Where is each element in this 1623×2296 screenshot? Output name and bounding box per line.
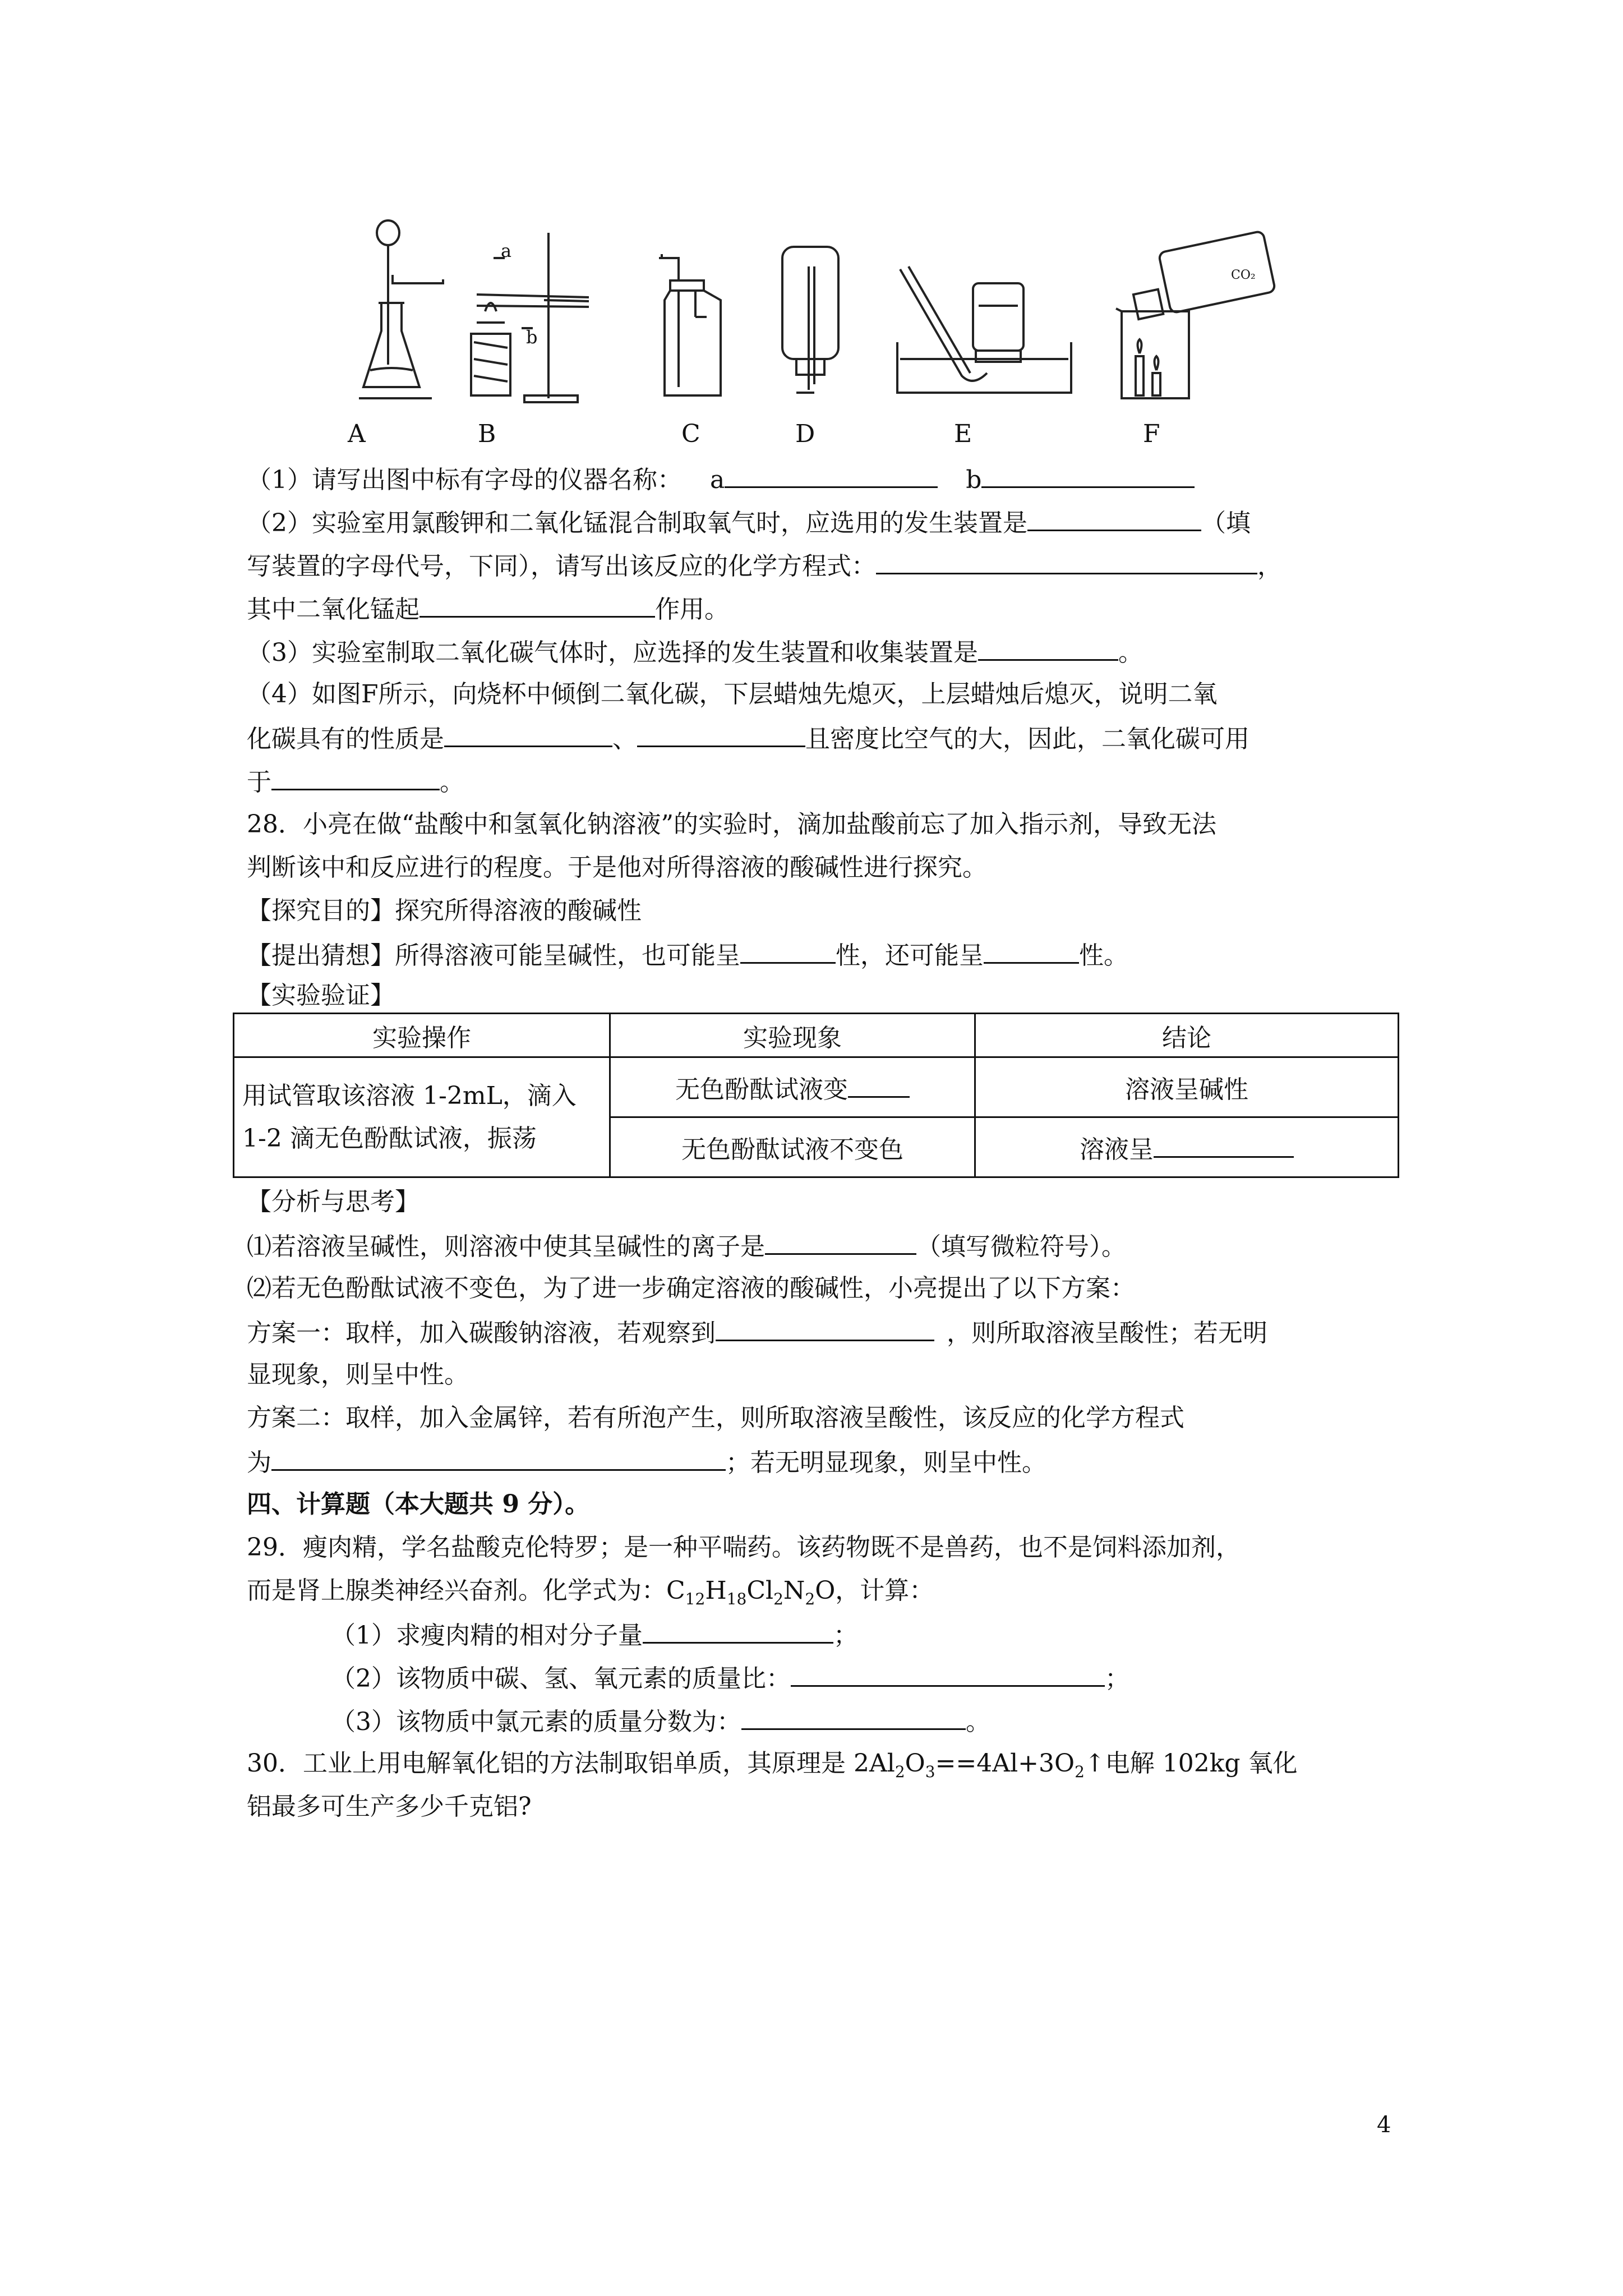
- experiment-table: [233, 1013, 1399, 1178]
- figure-label-d: D: [795, 420, 815, 448]
- figure-label-c: C: [681, 420, 700, 448]
- answer-blank-b[interactable]: [981, 462, 1195, 488]
- answer-blank-co2-use[interactable]: [271, 764, 440, 790]
- q28-guess: 【提出猜想】所得溶液可能呈碱性，也可能呈 性，还可能呈 性。: [247, 937, 1128, 973]
- q28-purpose: 【探究目的】探究所得溶液的酸碱性: [247, 896, 642, 925]
- figure-label-a: A: [348, 420, 366, 448]
- q27-part3: （3）实验室制取二氧化碳气体时，应选择的发生装置和收集装置是 。: [247, 634, 1143, 670]
- q28-verify-heading: 【实验验证】: [247, 981, 395, 1010]
- q28-analysis-heading: 【分析与思考】: [247, 1188, 419, 1216]
- table-header-operation: 实验操作: [234, 1014, 610, 1057]
- answer-blank-ion[interactable]: [765, 1228, 916, 1255]
- answer-blank-mno2-role[interactable]: [419, 591, 655, 618]
- q27-part4-line1: （4）如图F所示，向烧杯中倾倒二氧化碳，下层蜡烛先熄灭，上层蜡烛后熄灭，说明二氧: [247, 680, 1218, 708]
- q30-line1: 30．工业上用电解氧化铝的方法制取铝单质，其原理是 $2Al_2O_3==4Al+3O_2↑$电解 102kg 氧化: [247, 1749, 1298, 1781]
- q29-sub3: （3）该物质中氯元素的质量分数为： 。: [331, 1704, 990, 1739]
- answer-blank-mass-ratio[interactable]: [791, 1660, 1105, 1687]
- answer-blank-conclusion[interactable]: [1154, 1131, 1294, 1158]
- answer-blank-co2-property-2[interactable]: [637, 721, 805, 747]
- q28-plan2-line2: 为 ；若无明显现象，则呈中性。: [247, 1444, 1046, 1480]
- label-b-marker: b: [526, 326, 538, 348]
- q27-part2-line1: （2）实验室用氯酸钾和二氧化锰混合制取氧气时，应选用的发生装置是 （填: [247, 505, 1251, 540]
- q27-part4-line3: 于 。: [247, 764, 464, 799]
- answer-blank-color[interactable]: [848, 1071, 910, 1098]
- answer-blank-co2-property-1[interactable]: [444, 721, 612, 747]
- answer-blank-zn-equation[interactable]: [271, 1444, 726, 1471]
- answer-blank-guess-1[interactable]: [740, 937, 836, 964]
- answer-blank-o2-equation[interactable]: [876, 548, 1257, 574]
- table-operation-cell: 用试管取该溶液 1-2mL，滴入 1-2 滴无色酚酞试液，振荡: [234, 1057, 610, 1177]
- figure-label-e: E: [954, 420, 972, 448]
- answer-blank-guess-2[interactable]: [984, 937, 1079, 964]
- q28-plan2-line1: 方案二：取样，加入金属锌，若有所泡产生，则所取溶液呈酸性，该反应的化学方程式: [247, 1404, 1184, 1432]
- q27-part2-line3: 其中二氧化锰起 作用。: [247, 591, 729, 627]
- apparatus-c-figure: [653, 255, 732, 407]
- table-conclusion-2: 溶液呈: [975, 1117, 1399, 1177]
- answer-blank-o2-device[interactable]: [1027, 505, 1201, 531]
- q28-line1: 28．小亮在做“盐酸中和氢氧化钠溶液”的实验时，滴加盐酸前忘了加入指示剂，导致无法: [247, 810, 1216, 839]
- apparatus-b-figure: [460, 227, 606, 407]
- q29-sub1: （1）求瘦肉精的相对分子量 ；: [331, 1617, 858, 1653]
- q28-analysis-2: ⑵若无色酚酞试液不变色，为了进一步确定溶液的酸碱性，小亮提出了以下方案：: [247, 1274, 1135, 1303]
- answer-blank-cl-fraction[interactable]: [741, 1704, 966, 1730]
- apparatus-f-figure: [1113, 224, 1281, 404]
- q29-sub2: （2）该物质中碳、氢、氧元素的质量比： ；: [331, 1660, 1129, 1696]
- label-a-marker: a: [501, 240, 512, 261]
- apparatus-a-figure: [359, 219, 454, 404]
- q29-line1: 29．瘦肉精，学名盐酸克伦特罗；是一种平喘药。该药物既不是兽药，也不是饲料添加剂，: [247, 1533, 1241, 1562]
- answer-blank-co2-devices[interactable]: [978, 634, 1118, 661]
- q28-analysis-1: ⑴若溶液呈碱性，则溶液中使其呈碱性的离子是 （填写微粒符号）。: [247, 1228, 1126, 1264]
- q28-plan1-line1: 方案一：取样，加入碳酸钠溶液，若观察到 ，则所取溶液呈酸性；若无明: [247, 1315, 1267, 1350]
- q29-line2: 而是肾上腺类神经兴奋剂。化学式为：$C_{12}H_{18}Cl_2N_2O$，计算：: [247, 1576, 934, 1608]
- q28-plan1-line2: 显现象，则呈中性。: [247, 1360, 469, 1389]
- apparatus-e-figure: [895, 264, 1074, 401]
- page-number: 4: [1377, 2112, 1391, 2138]
- table-phenomenon-2: 无色酚酞试液不变色: [610, 1117, 975, 1177]
- q27-part4-line2: 化碳具有的性质是 、 且密度比空气的大，因此，二氧化碳可用: [247, 721, 1249, 756]
- answer-blank-molar-mass[interactable]: [643, 1617, 833, 1644]
- answer-blank-plan1[interactable]: [716, 1315, 934, 1341]
- q28-line2: 判断该中和反应进行的程度。于是他对所得溶液的酸碱性进行探究。: [247, 853, 987, 882]
- table-header-conclusion: 结论: [975, 1014, 1399, 1057]
- apparatus-d-figure: [774, 244, 852, 401]
- figure-label-f: F: [1143, 420, 1160, 448]
- q30-line2: 铝最多可生产多少千克铝?: [247, 1792, 532, 1821]
- section-four-heading: 四、计算题（本大题共 9 分）。: [247, 1490, 590, 1519]
- co2-label: CO₂: [1231, 268, 1256, 282]
- table-phenomenon-1: 无色酚酞试液变: [610, 1057, 975, 1117]
- q27-part1: （1）请写出图中标有字母的仪器名称： a b: [247, 462, 1195, 497]
- table-header-phenomenon: 实验现象: [610, 1014, 975, 1057]
- figure-label-b: B: [478, 420, 496, 448]
- table-conclusion-1: 溶液呈碱性: [975, 1057, 1399, 1117]
- q27-part2-line2: 写装置的字母代号，下同），请写出该反应的化学方程式： ，: [247, 548, 1282, 583]
- answer-blank-a[interactable]: [725, 462, 938, 488]
